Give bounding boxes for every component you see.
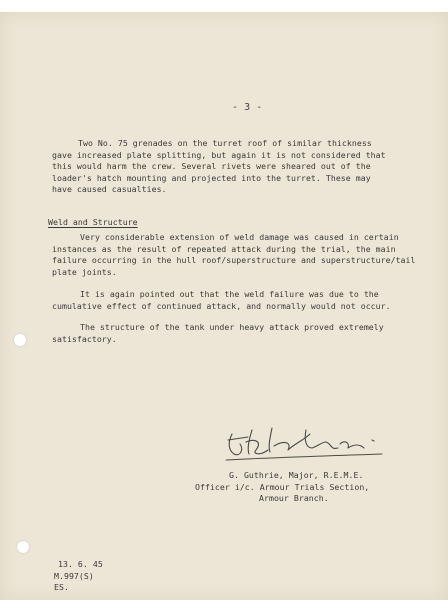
signature-block	[195, 470, 448, 505]
signatory-name: G. Guthrie, Major, R.E.M.E.	[229, 470, 364, 480]
text-line: It is again pointed out that the weld failure was due to the	[80, 289, 379, 299]
punch-hole-upper	[14, 334, 26, 346]
text-line: have caused casualties.	[52, 184, 167, 194]
section-heading: Weld and Structure	[48, 217, 138, 227]
paragraph-weld-damage	[52, 232, 448, 278]
text-line: loader's hatch mounting and projected into the turret. These may	[52, 172, 371, 183]
signatory-title: Officer i/c. Armour Trials Section,	[195, 481, 370, 492]
page-number: - 3 -	[232, 102, 263, 113]
text-line: The structure of the tank under heavy attack proved extremely	[80, 322, 384, 332]
text-line: failure occurring in the hull roof/superstructure and superstructure/tail	[52, 255, 416, 265]
text-line: satisfactory.	[52, 333, 117, 344]
signatory-branch: Armour Branch.	[259, 493, 329, 503]
text-line: cumulative effect of continued attack, and normally would not occur.	[52, 300, 391, 311]
document-page	[0, 12, 448, 600]
handwritten-signature	[222, 420, 390, 466]
paragraph-structure	[52, 322, 448, 345]
paragraph-weld-failure	[52, 289, 448, 312]
text-line: Two No. 75 grenades on the turret roof of similar thickness	[78, 138, 372, 148]
typist-initials: ES.	[54, 582, 69, 592]
reference-block	[54, 559, 103, 594]
paragraph-grenades	[52, 138, 448, 196]
text-line: this would harm the crew. Several rivets were sheared out of the	[52, 161, 371, 171]
punch-hole-lower	[17, 541, 29, 553]
text-line: gave increased plate splitting, but again it is not considered that	[52, 149, 386, 160]
document-date: 13. 6. 45	[58, 559, 103, 569]
text-line: Very considerable extension of weld damage was caused in certain	[80, 232, 399, 242]
document-reference: M.997(S)	[54, 570, 94, 581]
text-line: instances as the result of repeated attack during the trial, the main	[52, 243, 396, 254]
text-line: plate joints.	[52, 266, 117, 277]
